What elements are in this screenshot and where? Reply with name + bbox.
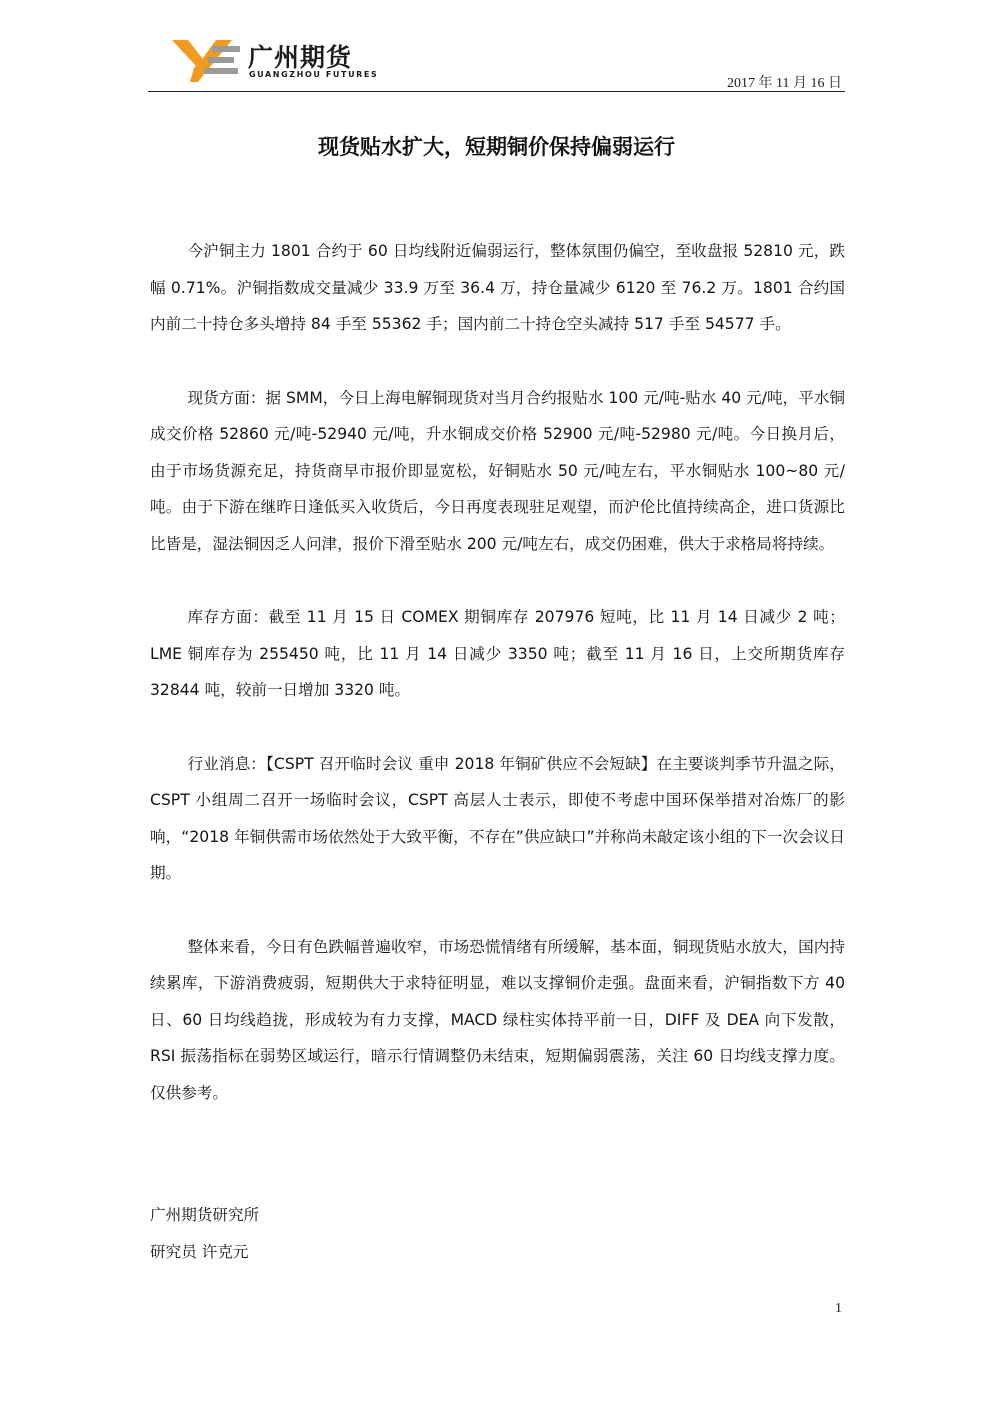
document-title: 现货贴水扩大，短期铜价保持偏弱运行 [318, 135, 675, 159]
paragraph-industry-news: 行业消息：【CSPT 召开临时会议 重申 2018 年铜矿供应不会短缺】在主要谈判季节升温之际，CSPT 小组周二召开一场临时会议，CSPT 高层人士表示，即使不考虑中国环保举措对冶炼厂的影响，“2018 年铜供需市场依然处于大致平衡，不存在”供应缺口”并称尚未敲定该小组的下一次会议日期。 [150, 754, 845, 882]
paragraph-spot: 现货方面：据 SMM，今日上海电解铜现货对当月合约报贴水 100 元/吨-贴水 40 元/吨，平水铜成交价格 52860 元/吨-52940 元/吨，升水铜成交价格 52900 元/吨-52980 元/吨。今日换月后，由于市场货源充足，持货商早市报价即显宽松，好铜贴水 50 元/吨左右，平水铜贴水 100~80 元/吨。由于下游在继昨日逢低买入收货后，今日再度表现驻足观望，而沪伦比值持续高企，进口货源比比皆是，湿法铜因乏人问津，报价下滑至贴水 200 元/吨左右，成交仍困难，供大于求格局将持续。 [150, 388, 845, 553]
report-body [150, 233, 845, 1148]
logo-chinese-name: 广州期货 [248, 43, 353, 72]
page-number: 1 [835, 1301, 842, 1316]
paragraph-inventory: 库存方面：截至 11 月 15 日 COMEX 期铜库存 207976 短吨，比 11 月 14 日减少 2 吨；LME 铜库存为 255450 吨，比 11 月 14 日减少 3350 吨；截至 11 月 16 日，上交所期货库存 32844 吨，较前一日增加 3320 吨。 [150, 608, 845, 699]
header-divider [148, 91, 845, 92]
report-date: 2017 年 11 月 16 日 [727, 76, 842, 91]
paragraph-outlook: 整体来看，今日有色跌幅普遍收窄，市场恐慌情绪有所缓解，基本面，铜现货贴水放大，国内持续累库，下游消费疲弱，短期供大于求特征明显，难以支撑铜价走强。盘面来看，沪铜指数下方 40 日、60 日均线趋拢，形成较为有力支撑，MACD 绿柱实体持平前一日，DIFF 及 DEA 向下发散，RSI 振荡指标在弱势区域运行，暗示行情调整仍未结束，短期偏弱震荡，关注 60 日均线支撑力度。仅供参考。 [150, 937, 845, 1102]
paragraph-market-summary: 今沪铜主力 1801 合约于 60 日均线附近偏弱运行，整体氛围仍偏空，至收盘报 52810 元，跌幅 0.71%。沪铜指数成交量减少 33.9 万至 36.4 万，持仓量减少 6120 至 76.2 万。1801 合约国内前二十持仓多头增持 84 手至 55362 手；国内前二十持仓空头减持 517 手至 54577 手。 [150, 242, 845, 333]
signature-org: 广州期货研究所 [150, 1206, 260, 1224]
logo-english-name: GUANGZHOU FUTURES [249, 70, 379, 79]
company-logo [172, 38, 379, 84]
signature-author: 研究员 许克元 [150, 1243, 249, 1261]
gz-futures-logo-icon [172, 38, 242, 82]
signature-block [150, 1197, 259, 1271]
